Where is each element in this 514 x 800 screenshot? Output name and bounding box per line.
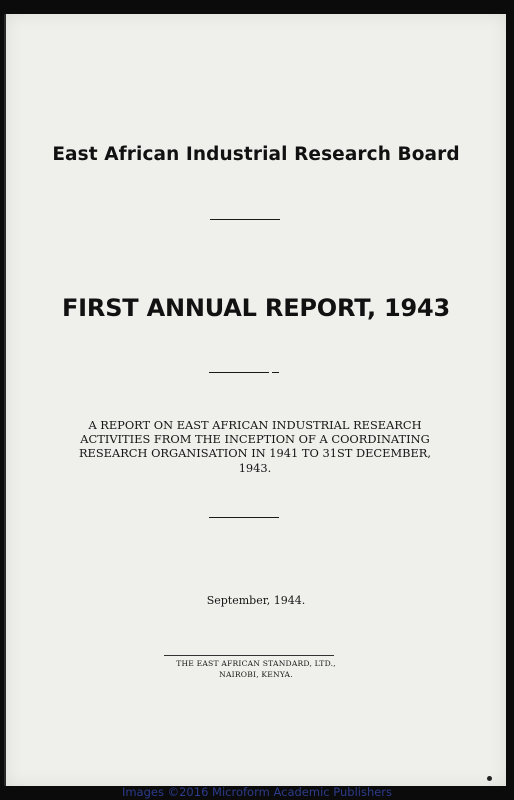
printer-rule	[164, 655, 334, 656]
printer-imprint	[6, 658, 506, 680]
printer-line: THE EAST AFRICAN STANDARD, LTD.,	[176, 659, 336, 668]
publisher-watermark: Images ©2016 Microform Academic Publishers	[121, 785, 393, 799]
board-title: East African Industrial Research Board	[52, 144, 460, 165]
description-line: ACTIVITIES FROM THE INCEPTION OF A COORDINATING	[80, 432, 430, 447]
divider-rule-middle-tail	[272, 372, 279, 373]
description-line: RESEARCH ORGANISATION IN 1941 TO 31ST DECEMBER,	[78, 446, 431, 461]
publication-date: September, 1944.	[206, 594, 306, 607]
divider-rule-top	[210, 219, 280, 220]
document-page	[4, 14, 506, 786]
divider-rule-bottom	[209, 517, 279, 518]
divider-rule-middle	[209, 372, 269, 373]
report-title: FIRST ANNUAL REPORT, 1943	[61, 294, 451, 322]
description-line: A REPORT ON EAST AFRICAN INDUSTRIAL RESEARCH	[88, 418, 422, 432]
description-line: 1943.	[238, 460, 272, 475]
corner-dot-mark	[487, 776, 492, 781]
printer-line: NAIROBI, KENYA.	[219, 670, 293, 679]
report-description	[46, 418, 464, 475]
